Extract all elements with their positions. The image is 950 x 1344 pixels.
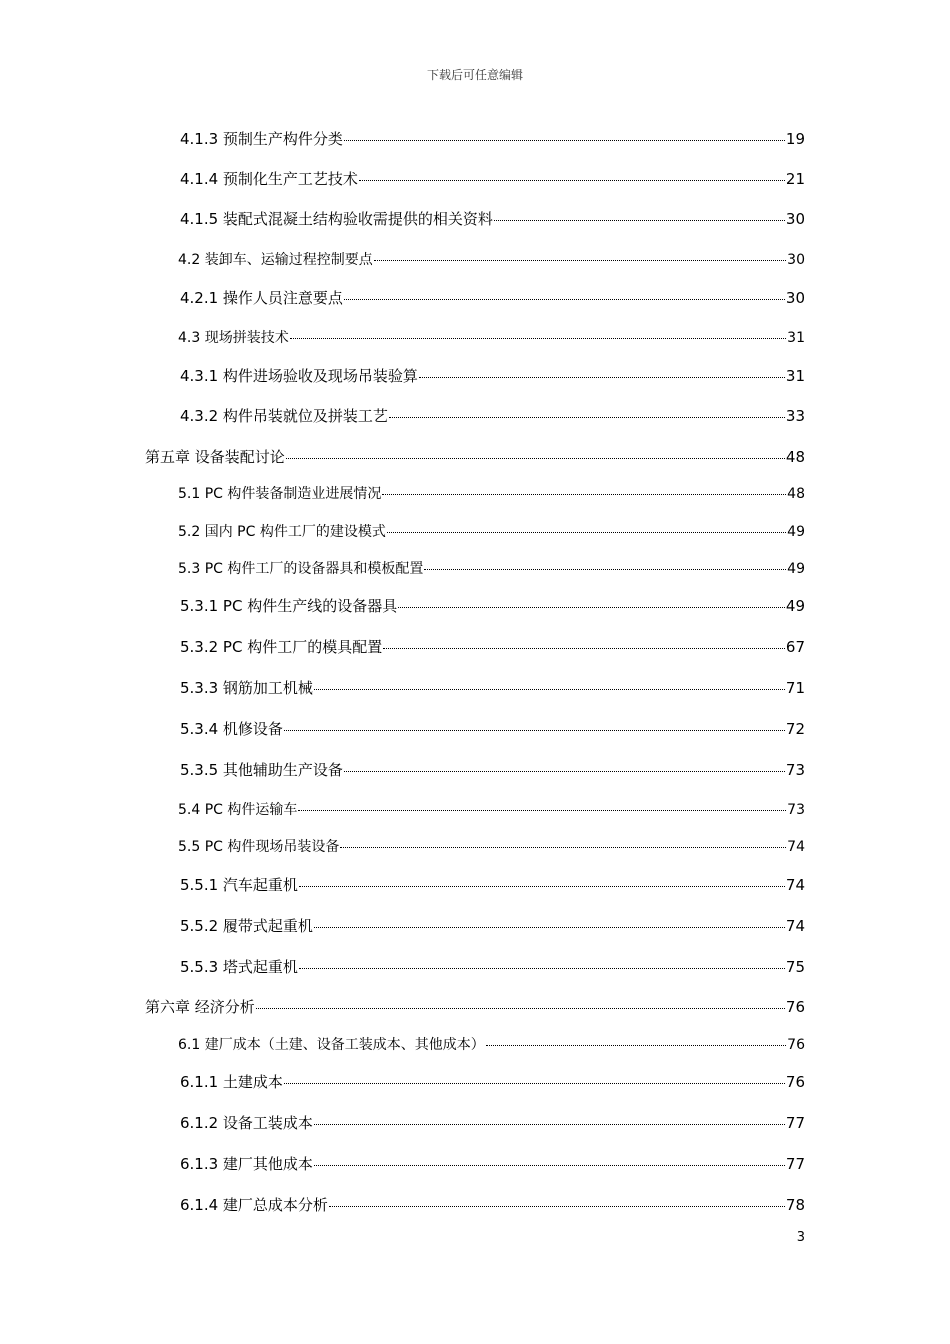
toc-entry[interactable] [180,405,805,427]
page-number: 3 [796,1230,805,1245]
toc-leader-dots [382,494,786,495]
toc-entry[interactable] [180,1194,805,1216]
toc-entry[interactable] [180,128,805,150]
toc-entry-page: 19 [785,130,805,148]
toc-entry-title: 5.3.1 PC 构件生产线的设备器具 [180,597,398,615]
toc-entry[interactable] [180,874,805,896]
toc-entry-title: 5.3.4 机修设备 [180,720,283,738]
toc-entry-title: 6.1 建厂成本（土建、设备工装成本、其他成本） [178,1037,485,1053]
toc-leader-dots [486,1045,786,1046]
toc-leader-dots [314,689,785,690]
toc-entry[interactable] [178,836,805,858]
toc-entry-title: 第六章 经济分析 [145,998,255,1016]
toc-leader-dots [286,458,785,459]
toc-entry[interactable] [145,996,805,1018]
toc-leader-dots [383,648,785,649]
toc-entry-page: 76 [785,1073,805,1091]
toc-leader-dots [424,569,786,570]
toc-entry[interactable] [180,208,805,230]
toc-entry-page: 74 [785,876,805,894]
toc-entry-page: 74 [785,917,805,935]
toc-entry-title: 5.3.2 PC 构件工厂的模具配置 [180,638,383,656]
toc-entry[interactable] [180,595,805,617]
toc-entry-title: 4.1.3 预制生产构件分类 [180,130,343,148]
toc-leader-dots [494,220,785,221]
toc-entry-page: 49 [787,524,805,540]
page-header: 下载后可任意编辑 [426,68,523,82]
toc-entry[interactable] [180,1071,805,1093]
toc-entry[interactable] [178,521,805,543]
toc-entry-title: 4.2.1 操作人员注意要点 [180,289,343,307]
toc-leader-dots [398,607,785,608]
toc-leader-dots [344,140,785,141]
toc-entry-page: 48 [785,448,805,466]
toc-entry-page: 76 [785,998,805,1016]
toc-entry-page: 73 [785,761,805,779]
toc-leader-dots [314,927,785,928]
toc-leader-dots [298,810,786,811]
toc-entry-title: 5.5 PC 构件现场吊装设备 [178,839,340,855]
toc-entry[interactable] [180,1112,805,1134]
toc-entry-title: 5.3.5 其他辅助生产设备 [180,761,343,779]
toc-entry-page: 76 [787,1037,805,1053]
toc-entry-page: 31 [787,330,805,346]
toc-entry[interactable] [180,1153,805,1175]
toc-entry-page: 30 [785,210,805,228]
toc-entry-title: 5.3.3 钢筋加工机械 [180,679,313,697]
toc-entry-page: 77 [785,1114,805,1132]
toc-entry-title: 6.1.1 土建成本 [180,1073,283,1091]
toc-entry-page: 49 [785,597,805,615]
toc-entry[interactable] [180,718,805,740]
toc-entry-title: 4.1.4 预制化生产工艺技术 [180,170,358,188]
toc-entry-title: 5.5.3 塔式起重机 [180,958,298,976]
toc-entry-page: 73 [787,802,805,818]
toc-entry[interactable] [178,1034,805,1056]
toc-leader-dots [329,1206,785,1207]
toc-entry-page: 31 [785,367,805,385]
toc-entry[interactable] [180,677,805,699]
toc-entry[interactable] [178,558,805,580]
toc-entry[interactable] [180,915,805,937]
toc-leader-dots [344,299,785,300]
toc-entry-page: 78 [785,1196,805,1214]
toc-leader-dots [284,730,785,731]
toc-leader-dots [290,338,786,339]
toc-entry-page: 21 [785,170,805,188]
toc-entry-page: 49 [787,561,805,577]
toc-entry[interactable] [178,249,805,271]
toc-entry-title: 6.1.3 建厂其他成本 [180,1155,313,1173]
toc-entry-page: 33 [785,407,805,425]
toc-leader-dots [314,1124,785,1125]
toc-entry-page: 75 [785,958,805,976]
toc-leader-dots [299,968,785,969]
toc-leader-dots [419,377,785,378]
toc-entry-page: 30 [785,289,805,307]
toc-entry-title: 4.3 现场拼装技术 [178,330,289,346]
toc-leader-dots [340,847,786,848]
toc-entry-page: 67 [785,638,805,656]
toc-entry-title: 第五章 设备装配讨论 [145,448,285,466]
toc-leader-dots [256,1008,785,1009]
toc-entry-title: 5.5.1 汽车起重机 [180,876,298,894]
toc-entry-title: 4.1.5 装配式混凝土结构验收需提供的相关资料 [180,210,493,228]
toc-leader-dots [284,1083,785,1084]
toc-leader-dots [344,771,785,772]
toc-entry-page: 72 [785,720,805,738]
toc-leader-dots [387,532,786,533]
toc-entry-title: 6.1.2 设备工装成本 [180,1114,313,1132]
toc-leader-dots [299,886,785,887]
toc-entry[interactable] [178,799,805,821]
toc-leader-dots [389,417,785,418]
toc-entry[interactable] [180,636,805,658]
toc-entry[interactable] [180,759,805,781]
toc-entry-title: 5.5.2 履带式起重机 [180,917,313,935]
toc-entry[interactable] [178,483,805,505]
toc-entry-page: 48 [787,486,805,502]
toc-entry-title: 6.1.4 建厂总成本分析 [180,1196,328,1214]
toc-entry-title: 5.1 PC 构件装备制造业进展情况 [178,486,382,502]
toc-entry[interactable] [180,287,805,309]
toc-entry-page: 77 [785,1155,805,1173]
toc-entry-title: 5.3 PC 构件工厂的设备器具和模板配置 [178,561,424,577]
toc-entry-title: 4.3.2 构件吊装就位及拼装工艺 [180,407,388,425]
toc-leader-dots [374,260,786,261]
toc-entry[interactable] [180,365,805,387]
toc-entry-title: 4.2 装卸车、运输过程控制要点 [178,252,373,268]
toc-entry-page: 30 [787,252,805,268]
toc-entry[interactable] [178,327,805,349]
toc-leader-dots [314,1165,785,1166]
toc-entry-title: 5.4 PC 构件运输车 [178,802,298,818]
toc-entry-title: 5.2 国内 PC 构件工厂的建设模式 [178,524,386,540]
toc-leader-dots [359,180,785,181]
toc-entry-page: 71 [785,679,805,697]
toc-entry[interactable] [180,956,805,978]
toc-entry[interactable] [180,168,805,190]
toc-entry[interactable] [145,446,805,468]
toc-entry-page: 74 [787,839,805,855]
toc-entry-title: 4.3.1 构件进场验收及现场吊装验算 [180,367,418,385]
